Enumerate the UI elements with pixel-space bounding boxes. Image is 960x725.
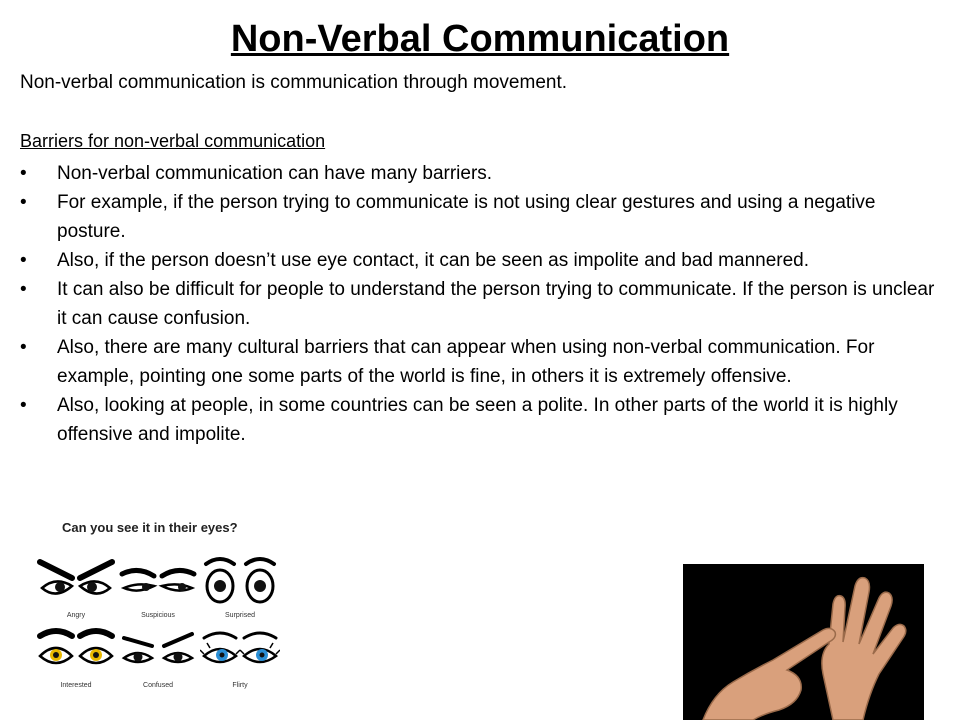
slide-title: Non-Verbal Communication	[230, 18, 730, 60]
confused-eyes	[118, 624, 198, 696]
caption-interested: Interested	[60, 682, 92, 689]
bullet-marker: •	[20, 395, 27, 416]
interested-eyes-icon	[36, 624, 116, 682]
caption-angry: Angry	[66, 612, 86, 619]
bullet-item: • Non-verbal communication can have many barriers.	[20, 159, 945, 188]
angry-eyes-icon	[36, 554, 116, 612]
caption-confused: Confused	[143, 682, 173, 689]
suspicious-eyes-icon	[118, 554, 198, 612]
caption-surprised: Surprised	[225, 612, 255, 619]
hand-gesture-icon	[683, 564, 924, 720]
bullet-marker: •	[20, 337, 27, 358]
hand-gesture-photo	[683, 564, 924, 720]
flirty-eyes-icon	[200, 624, 280, 682]
bullet-marker: •	[20, 279, 27, 300]
section-heading: Barriers for non-verbal communication	[20, 131, 326, 151]
suspicious-eyes	[118, 554, 198, 626]
bullet-item: • Also, looking at people, in some countries can be seen a polite. In other parts of the world it is highly offensive and impolite.	[20, 391, 945, 449]
angry-eyes	[36, 554, 116, 626]
bullet-marker: •	[20, 163, 27, 184]
bullet-marker: •	[20, 250, 27, 271]
bullet-list	[20, 159, 945, 449]
flirty-eyes	[200, 624, 280, 696]
interested-eyes	[36, 624, 116, 696]
bullet-marker: •	[20, 192, 27, 213]
bullet-item: • It can also be difficult for people to understand the person trying to communicate. If the person is unclear it can cause confusion.	[20, 275, 945, 333]
intro-text: Non-verbal communication is communication through movement.	[20, 72, 568, 93]
bullet-item: • Also, there are many cultural barriers that can appear when using non-verbal communication. For example, pointing one some parts of the world is fine, in others it is extremely offensive.	[20, 333, 945, 391]
caption-flirty: Flirty	[232, 682, 248, 689]
bullet-item: • Also, if the person doesn’t use eye contact, it can be seen as impolite and bad mannered.	[20, 246, 945, 275]
bullet-item: • For example, if the person trying to communicate is not using clear gestures and using a negative posture.	[20, 188, 945, 246]
eyes-heading: Can you see it in their eyes?	[62, 520, 238, 535]
confused-eyes-icon	[118, 624, 198, 682]
surprised-eyes-icon	[200, 554, 280, 612]
eye-expressions-illustration	[28, 520, 288, 710]
caption-suspicious: Suspicious	[141, 612, 175, 619]
surprised-eyes	[200, 554, 280, 626]
